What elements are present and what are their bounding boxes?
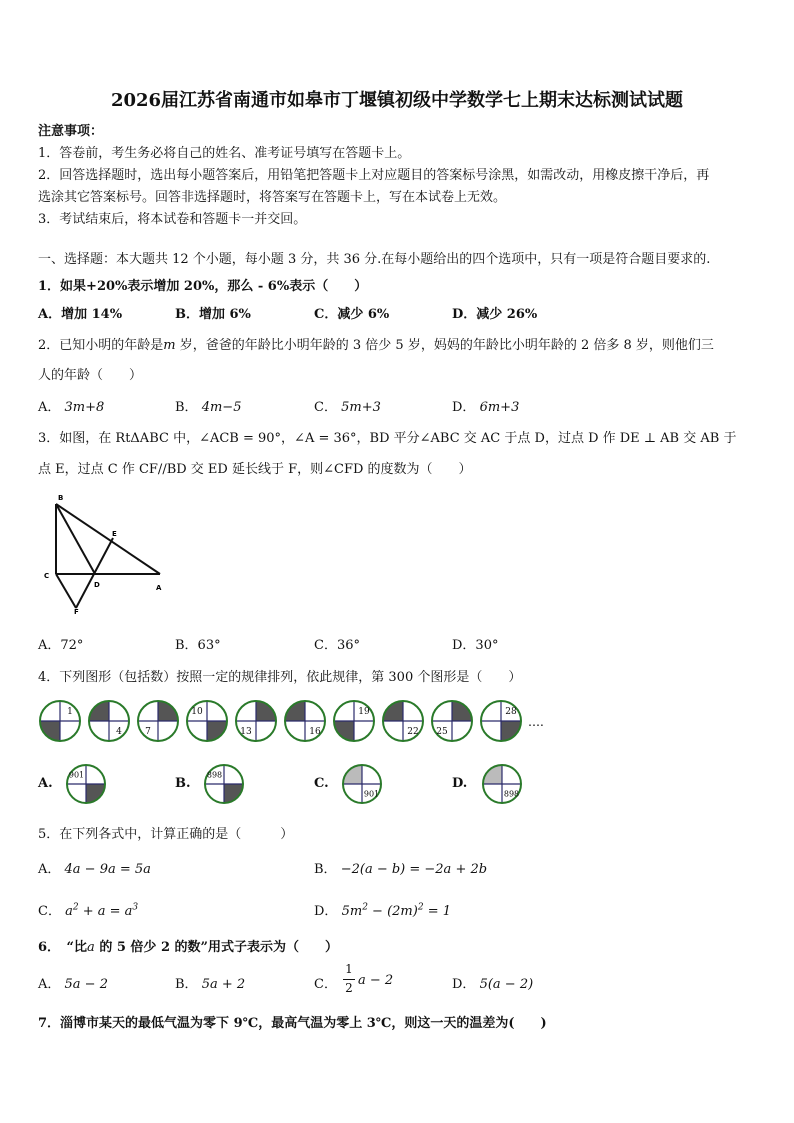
- label-b: B: [58, 494, 64, 502]
- circle-number: 16: [309, 727, 321, 737]
- segment-ba: [56, 504, 160, 574]
- q6-option-a: A． 5a − 2: [38, 977, 108, 992]
- q2-option-b: B． 4m−5: [175, 400, 242, 415]
- q3-stem-line1: 3．如图，在 RtΔABC 中，∠ACB = 90°，∠A = 36°，BD 平分∠ABC 交 AC 于点 D，过点 D 作 DE ⊥ AB 交 AB 于: [38, 431, 737, 446]
- segment-bd: [56, 504, 95, 574]
- q3-option-d: D．30°: [452, 638, 499, 653]
- option-circle-b: [205, 765, 243, 803]
- circle-number: 898: [206, 770, 223, 780]
- q2-stem-line1: [38, 334, 714, 353]
- circle-number: 901: [68, 770, 85, 780]
- q4-option-d-figure: [480, 762, 524, 806]
- option-circle-c: [343, 765, 381, 803]
- q4-stem: 4．下列图形（包括数）按照一定的规律排列，依此规律，第 300 个图形是（ ）: [38, 670, 522, 685]
- q7-stem: 7．淄博市某天的最低气温为零下 9℃，最高气温为零上 3℃，则这一天的温差为( ): [38, 1016, 547, 1031]
- pattern-circle-4: [187, 701, 227, 741]
- pattern-circle-2: [89, 701, 129, 741]
- notice-item-1: 1．答卷前，考生务必将自己的姓名、准考证号填写在答题卡上。: [38, 146, 411, 161]
- section-heading: 一、选择题：本大题共 12 个小题，每小题 3 分，共 36 分.在每小题给出的四个选项中，只有一项是符合题目要求的.: [38, 252, 711, 267]
- circle-number: 1: [67, 707, 73, 717]
- circle-number: 10: [191, 707, 203, 717]
- circle-number: 4: [116, 727, 122, 737]
- q5-option-d: D． $5m^2 - (2m)^2 = 1$: [314, 902, 451, 919]
- circle-number: 898: [503, 789, 520, 799]
- circle-number: 25: [436, 727, 448, 737]
- q3-stem-line2: 点 E，过点 C 作 CF//BD 交 ED 延长线于 F，则∠CFD 的度数为（ ）: [38, 462, 472, 477]
- q5-option-c: C． $a^2 + a = a^3$: [38, 902, 139, 919]
- q1-option-c: C．减少 6%: [314, 307, 390, 322]
- q4-option-c-figure: [340, 762, 384, 806]
- pattern-circle-5: [236, 701, 276, 741]
- option-circle-d: [483, 765, 521, 803]
- segment-cf: [56, 574, 76, 608]
- notice-item-2: 2．回答选择题时，选出每小题答案后，用铅笔把答题卡上对应题目的答案标号涂黑，如需改动，用橡皮擦干净后，再: [38, 168, 710, 183]
- circle-number: 19: [358, 707, 370, 717]
- q6-stem: 6． “比a 的 5 倍少 2 的数”用式子表示为（ ）: [38, 940, 338, 955]
- q3-option-a: A．72°: [38, 638, 84, 653]
- option-circle-a: [67, 765, 105, 803]
- q2-option-d: D． 6m+3: [452, 400, 520, 415]
- q2-var-m: m: [163, 338, 176, 353]
- q4-pattern-sequence: [38, 698, 558, 744]
- page-title: 2026届江苏省南通市如皋市丁堰镇初级中学数学七上期末达标测试试题: [110, 90, 684, 111]
- q2-stem-post: 岁，爸爸的年龄比小明年龄的 3 倍少 5 岁，妈妈的年龄比小明年龄的 2 倍多 8 岁，则他们三: [175, 338, 714, 353]
- circle-number: 28: [505, 707, 517, 717]
- pattern-circle-3: [138, 701, 178, 741]
- q2-option-a: A． 3m+8: [38, 400, 105, 415]
- pattern-circle-9: [432, 701, 472, 741]
- label-e: E: [112, 530, 117, 538]
- q4-option-a-figure: [64, 762, 108, 806]
- q3-option-c: C．36°: [314, 638, 360, 653]
- circle-number: 22: [407, 727, 419, 737]
- q1-option-a: A．增加 14%: [38, 307, 123, 322]
- sequence-ellipsis: ….: [528, 715, 544, 729]
- pattern-circle-6: [285, 701, 325, 741]
- q5-option-b: B． −2(a − b) = −2a + 2b: [314, 862, 488, 877]
- circle-number: 13: [240, 727, 252, 737]
- q2-option-c: C． 5m+3: [314, 400, 381, 415]
- circle-number: 7: [145, 727, 151, 737]
- q6-fraction-bar: [343, 979, 355, 980]
- q4-option-d-label: D.: [452, 776, 468, 791]
- q4-option-c-label: C.: [314, 776, 329, 791]
- label-c: C: [44, 572, 50, 580]
- q2-stem-pre: 2．已知小明的年龄是: [38, 338, 164, 353]
- notice-heading: 注意事项：: [38, 124, 104, 139]
- q1-option-b: B．增加 6%: [175, 307, 251, 322]
- q6-fraction-denominator: 2: [345, 981, 353, 995]
- q2-stem-line2: 人的年龄（ ）: [38, 368, 143, 383]
- q1-stem: 1．如果+20%表示增加 20%，那么 - 6%表示（ ）: [38, 279, 368, 294]
- pattern-circle-7: [334, 701, 374, 741]
- notice-item-2-cont: 选涂其它答案标号。回答非选择题时，将答案写在答题卡上，写在本试卷上无效。: [38, 190, 507, 205]
- pattern-circle-8: [383, 701, 423, 741]
- q3-option-b: B．63°: [175, 638, 221, 653]
- q4-option-b-figure: [202, 762, 246, 806]
- q4-option-a-label: A.: [38, 776, 53, 791]
- q5-option-a: A． 4a − 9a = 5a: [38, 862, 151, 877]
- q4-option-b-label: B.: [175, 776, 191, 791]
- label-d: D: [94, 581, 100, 589]
- pattern-circle-1: [40, 701, 80, 741]
- q6-fraction-numerator: 1: [345, 962, 353, 976]
- q6-option-b: B． 5a + 2: [175, 977, 246, 992]
- q3-triangle-figure: [38, 490, 173, 615]
- notice-item-3: 3．考试结束后，将本试卷和答题卡一并交回。: [38, 212, 307, 227]
- q6-option-d: D． 5(a − 2): [452, 977, 534, 992]
- q5-stem: 5．在下列各式中，计算正确的是（ ）: [38, 827, 294, 842]
- circle-number: 901: [363, 789, 380, 799]
- q1-option-d: D．减少 26%: [452, 307, 538, 322]
- label-f: F: [74, 608, 79, 615]
- label-a: A: [156, 584, 162, 592]
- pattern-circle-10: [481, 701, 521, 741]
